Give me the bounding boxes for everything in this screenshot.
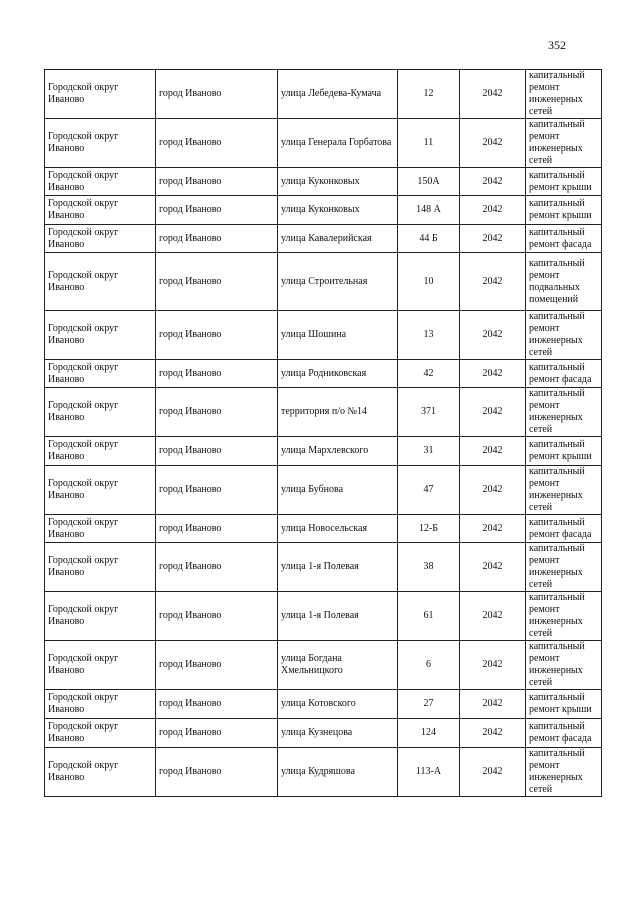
cell-street: улица Куконковых <box>278 196 398 225</box>
cell-city: город Иваново <box>156 225 278 253</box>
cell-street: улица Мархлевского <box>278 437 398 466</box>
cell-house-number: 11 <box>398 119 460 168</box>
cell-street: улица Лебедева-Кумача <box>278 70 398 119</box>
cell-house-number: 38 <box>398 543 460 592</box>
cell-city: город Иваново <box>156 253 278 311</box>
cell-house-number: 150А <box>398 168 460 196</box>
cell-district: Городской округ Иваново <box>45 719 156 748</box>
table-row <box>45 592 602 641</box>
cell-work-type: капитальный ремонт инженерных сетей <box>526 311 602 360</box>
table-row <box>45 719 602 748</box>
cell-district: Городской округ Иваново <box>45 196 156 225</box>
cell-year: 2042 <box>460 360 526 388</box>
cell-house-number: 124 <box>398 719 460 748</box>
cell-house-number: 12-Б <box>398 515 460 543</box>
cell-district: Городской округ Иваново <box>45 119 156 168</box>
cell-city: город Иваново <box>156 690 278 719</box>
cell-street: улица Кавалерийская <box>278 225 398 253</box>
cell-work-type: капитальный ремонт инженерных сетей <box>526 641 602 690</box>
cell-street: улица Генерала Горбатова <box>278 119 398 168</box>
cell-house-number: 42 <box>398 360 460 388</box>
table-body <box>45 70 602 797</box>
cell-district: Городской округ Иваново <box>45 690 156 719</box>
repair-registry-table <box>44 69 602 797</box>
cell-city: город Иваново <box>156 388 278 437</box>
cell-district: Городской округ Иваново <box>45 311 156 360</box>
table-row <box>45 253 602 311</box>
cell-district: Городской округ Иваново <box>45 388 156 437</box>
cell-year: 2042 <box>460 119 526 168</box>
cell-work-type: капитальный ремонт инженерных сетей <box>526 592 602 641</box>
table-row <box>45 311 602 360</box>
cell-district: Городской округ Иваново <box>45 70 156 119</box>
cell-work-type: капитальный ремонт фасада <box>526 225 602 253</box>
cell-house-number: 27 <box>398 690 460 719</box>
table-row <box>45 70 602 119</box>
cell-street: улица 1-я Полевая <box>278 543 398 592</box>
cell-city: город Иваново <box>156 515 278 543</box>
cell-work-type: капитальный ремонт подвальных помещений <box>526 253 602 311</box>
cell-work-type: капитальный ремонт инженерных сетей <box>526 119 602 168</box>
cell-work-type: капитальный ремонт инженерных сетей <box>526 748 602 797</box>
cell-district: Городской округ Иваново <box>45 253 156 311</box>
cell-year: 2042 <box>460 592 526 641</box>
table-row <box>45 388 602 437</box>
cell-district: Городской округ Иваново <box>45 543 156 592</box>
cell-city: город Иваново <box>156 70 278 119</box>
cell-street: улица Кузнецова <box>278 719 398 748</box>
table-row <box>45 748 602 797</box>
cell-city: город Иваново <box>156 719 278 748</box>
cell-year: 2042 <box>460 515 526 543</box>
table-row <box>45 360 602 388</box>
cell-house-number: 148 А <box>398 196 460 225</box>
cell-district: Городской округ Иваново <box>45 225 156 253</box>
cell-year: 2042 <box>460 466 526 515</box>
cell-year: 2042 <box>460 748 526 797</box>
cell-house-number: 44 Б <box>398 225 460 253</box>
cell-year: 2042 <box>460 641 526 690</box>
cell-house-number: 12 <box>398 70 460 119</box>
table-row <box>45 466 602 515</box>
cell-year: 2042 <box>460 253 526 311</box>
cell-district: Городской округ Иваново <box>45 748 156 797</box>
cell-year: 2042 <box>460 70 526 119</box>
cell-city: город Иваново <box>156 592 278 641</box>
cell-work-type: капитальный ремонт инженерных сетей <box>526 466 602 515</box>
cell-work-type: капитальный ремонт крыши <box>526 690 602 719</box>
table-row <box>45 225 602 253</box>
cell-year: 2042 <box>460 690 526 719</box>
cell-city: город Иваново <box>156 119 278 168</box>
cell-work-type: капитальный ремонт крыши <box>526 437 602 466</box>
cell-city: город Иваново <box>156 466 278 515</box>
table-row <box>45 168 602 196</box>
cell-house-number: 113-А <box>398 748 460 797</box>
table-row <box>45 196 602 225</box>
cell-district: Городской округ Иваново <box>45 437 156 466</box>
cell-street: улица Котовского <box>278 690 398 719</box>
cell-street: улица Строительная <box>278 253 398 311</box>
cell-year: 2042 <box>460 543 526 592</box>
cell-street: улица 1-я Полевая <box>278 592 398 641</box>
cell-work-type: капитальный ремонт инженерных сетей <box>526 388 602 437</box>
cell-street: территория п/о №14 <box>278 388 398 437</box>
cell-city: город Иваново <box>156 437 278 466</box>
cell-city: город Иваново <box>156 196 278 225</box>
cell-district: Городской округ Иваново <box>45 592 156 641</box>
cell-street: улица Новосельская <box>278 515 398 543</box>
cell-house-number: 10 <box>398 253 460 311</box>
cell-house-number: 61 <box>398 592 460 641</box>
cell-city: город Иваново <box>156 748 278 797</box>
cell-house-number: 6 <box>398 641 460 690</box>
cell-year: 2042 <box>460 168 526 196</box>
cell-house-number: 371 <box>398 388 460 437</box>
cell-year: 2042 <box>460 437 526 466</box>
cell-year: 2042 <box>460 388 526 437</box>
table-row <box>45 641 602 690</box>
cell-street: улица Шошина <box>278 311 398 360</box>
cell-city: город Иваново <box>156 543 278 592</box>
cell-year: 2042 <box>460 311 526 360</box>
cell-city: город Иваново <box>156 641 278 690</box>
table-row <box>45 515 602 543</box>
table-row <box>45 119 602 168</box>
cell-district: Городской округ Иваново <box>45 515 156 543</box>
cell-district: Городской округ Иваново <box>45 168 156 196</box>
cell-year: 2042 <box>460 719 526 748</box>
cell-district: Городской округ Иваново <box>45 466 156 515</box>
table-row <box>45 690 602 719</box>
cell-city: город Иваново <box>156 360 278 388</box>
table-row <box>45 543 602 592</box>
cell-city: город Иваново <box>156 168 278 196</box>
cell-work-type: капитальный ремонт инженерных сетей <box>526 543 602 592</box>
cell-house-number: 13 <box>398 311 460 360</box>
page-number: 352 <box>548 38 566 52</box>
cell-district: Городской округ Иваново <box>45 360 156 388</box>
cell-street: улица Куконковых <box>278 168 398 196</box>
cell-street: улица Кудряшова <box>278 748 398 797</box>
cell-year: 2042 <box>460 225 526 253</box>
cell-work-type: капитальный ремонт фасада <box>526 360 602 388</box>
cell-city: город Иваново <box>156 311 278 360</box>
cell-year: 2042 <box>460 196 526 225</box>
cell-house-number: 31 <box>398 437 460 466</box>
cell-work-type: капитальный ремонт фасада <box>526 719 602 748</box>
table-row <box>45 437 602 466</box>
cell-street: улица Богдана Хмельницкого <box>278 641 398 690</box>
cell-work-type: капитальный ремонт крыши <box>526 196 602 225</box>
cell-street: улица Бубнова <box>278 466 398 515</box>
cell-house-number: 47 <box>398 466 460 515</box>
cell-street: улица Родниковская <box>278 360 398 388</box>
cell-work-type: капитальный ремонт инженерных сетей <box>526 70 602 119</box>
cell-work-type: капитальный ремонт крыши <box>526 168 602 196</box>
cell-work-type: капитальный ремонт фасада <box>526 515 602 543</box>
cell-district: Городской округ Иваново <box>45 641 156 690</box>
